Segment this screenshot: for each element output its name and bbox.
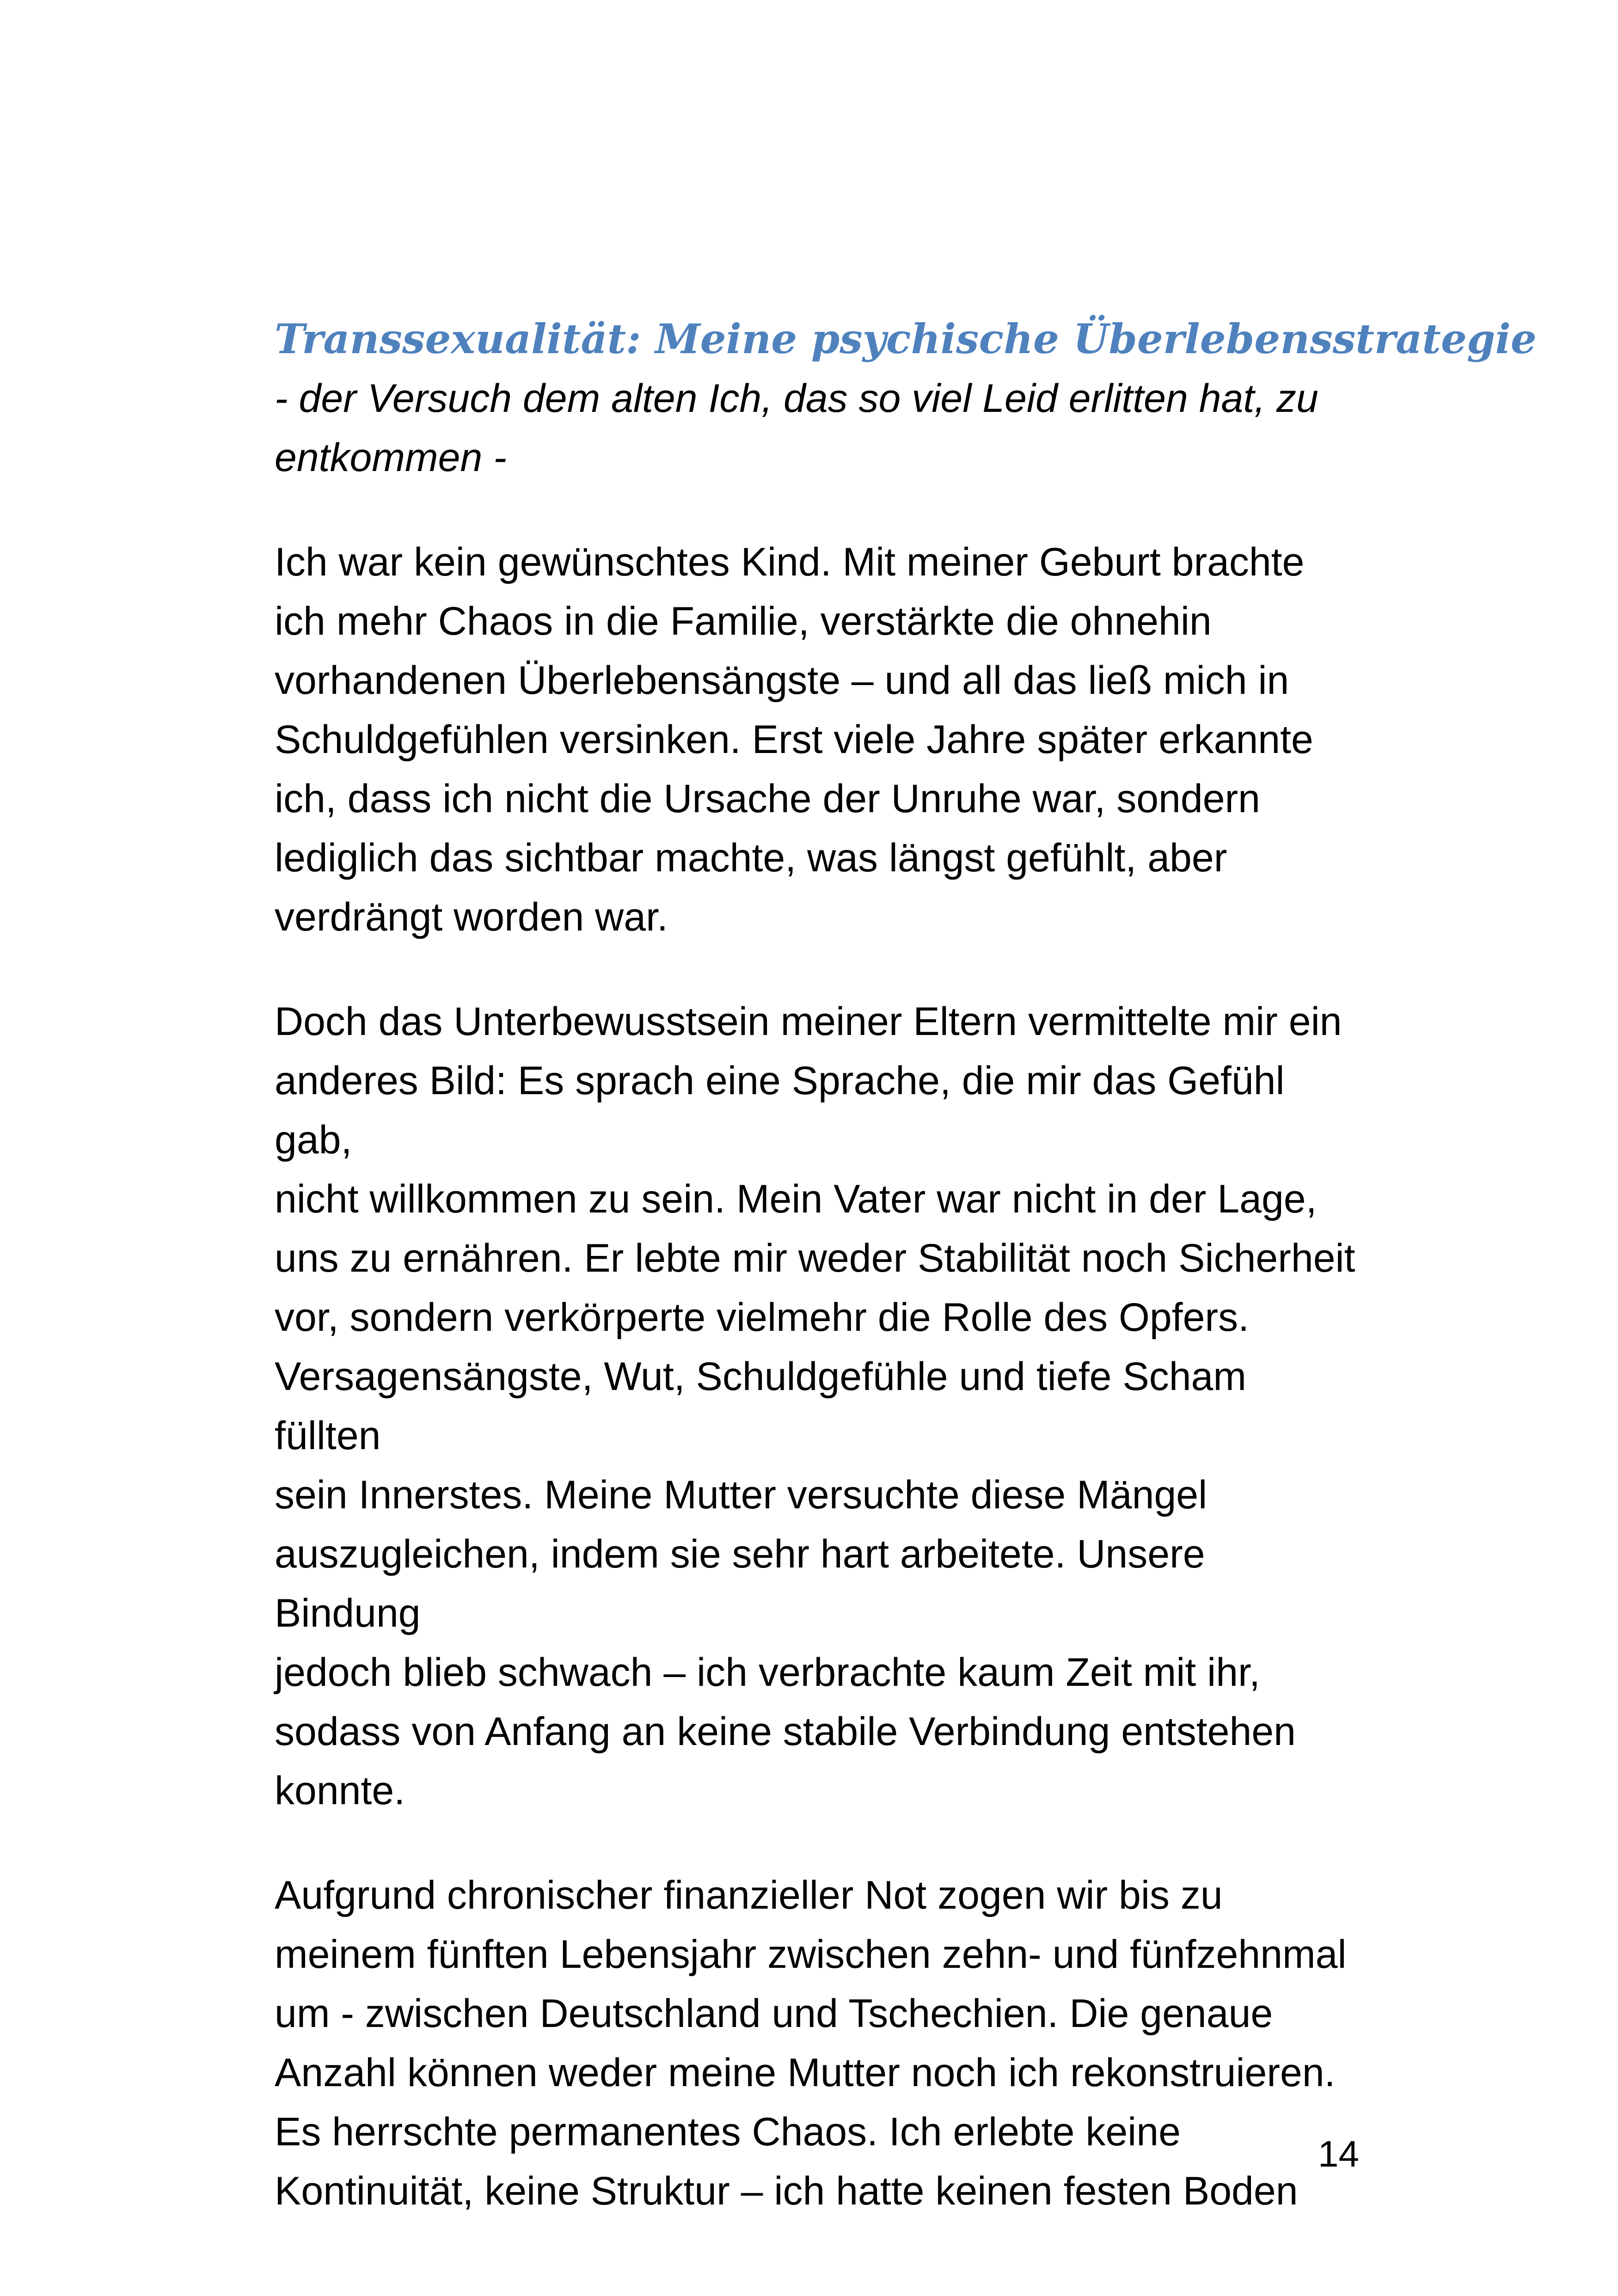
chapter-title: Transsexualität: Meine psychische Überlebensstrategie [275,315,1537,363]
chapter-subtitle: - der Versuch dem alten Ich, das so viel Leid erlitten hat, zu entkommen - [275,376,1318,480]
page-number: 14 [1318,2133,1359,2174]
paragraph-3: Aufgrund chronischer finanzieller Not zogen wir bis zu meinem fünften Lebensjahr zwischen zehn- und fünfzehnmal um - zwischen Deutschland und Tschechien. Die genaue Anzahl können weder meine Mutter noch ich rekonstruieren. Es herrschte permanentes Chaos. Ich erlebte keine Kontinuität, keine Struktur – ich hatte keinen festen Boden [275,1873,1347,2213]
paragraph-2: Doch das Unterbewusstsein meiner Eltern vermittelte mir ein anderes Bild: Es sprach eine Sprache, die mir das Gefühl gab, nicht willkommen zu sein. Mein Vater war nicht in der Lage, uns zu ernähren. Er lebte mir weder Stabilität noch Sicherheit vor, sondern verkörperte vielmehr die Rolle des Opfers. Versagensängste, Wut, Schuldgefühle und tiefe Scham füllten sein Innerstes. Meine Mutter versuchte diese Mängel auszugleichen, indem sie sehr hart arbeitete. Unsere Bindung jedoch blieb schwach – ich verbrachte kaum Zeit mit ihr, sodass von Anfang an keine stabile Verbindung entstehen konnte. [275,999,1355,1813]
paragraph-1: Ich war kein gewünschtes Kind. Mit meiner Geburt brachte ich mehr Chaos in die Familie, verstärkte die ohnehin vorhandenen Überlebensängste – und all das ließ mich in Schuldgefühlen versinken. Erst viele Jahre später erkannte ich, dass ich nicht die Ursache der Unruhe war, sondern lediglich das sichtbar machte, was längst gefühlt, aber verdrängt worden war. [275,540,1313,939]
text-block [275,309,1537,2221]
